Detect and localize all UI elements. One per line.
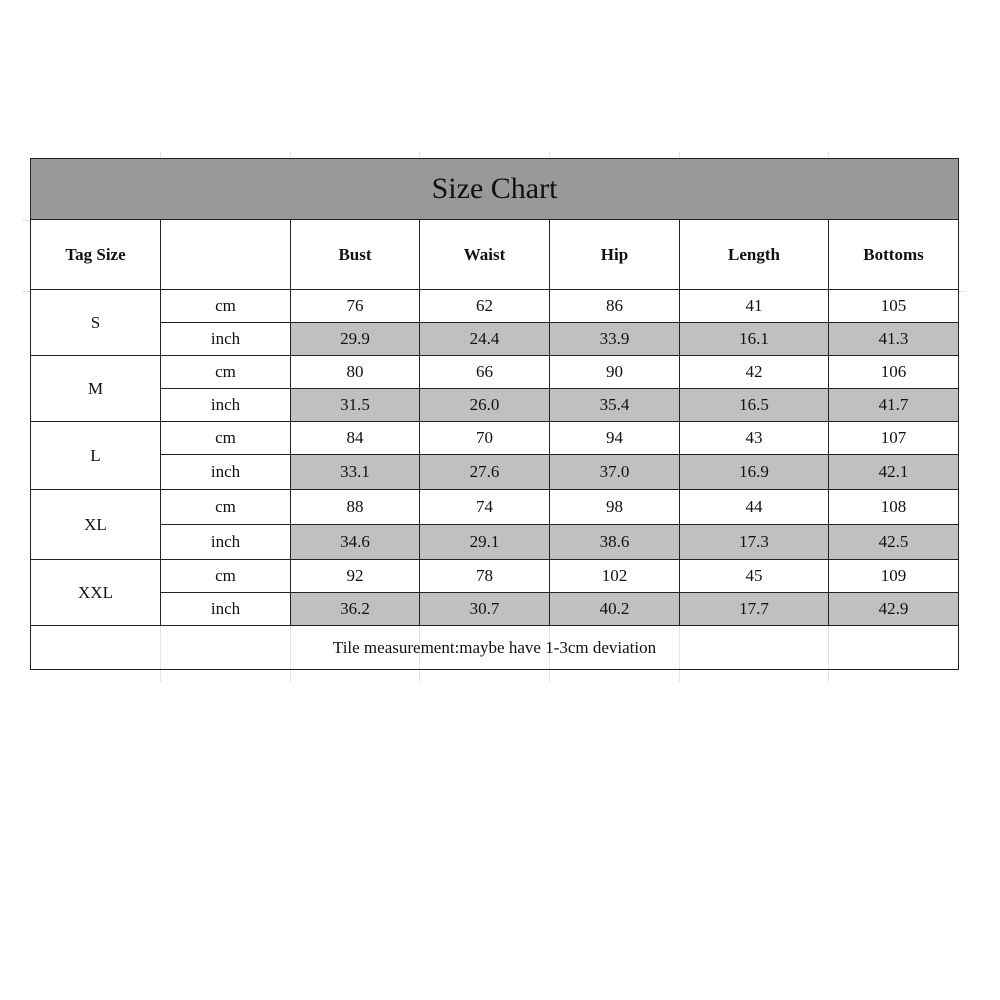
unit-cell: inch: [161, 593, 291, 626]
measurement-note: Tile measurement:maybe have 1-3cm deviation: [31, 626, 959, 670]
gridline: [958, 291, 966, 292]
size-chart-table: [30, 158, 959, 670]
measurement-cell: 42.1: [829, 455, 959, 490]
measurement-cell: 42: [680, 356, 829, 389]
gridline: [22, 291, 30, 292]
measurement-cell: 45: [680, 560, 829, 593]
measurement-cell: 62: [420, 290, 550, 323]
table-row: [31, 356, 959, 389]
title-row: [31, 159, 959, 220]
table-row: [31, 455, 959, 490]
measurement-cell: 24.4: [420, 323, 550, 356]
table-row: [31, 490, 959, 525]
table-row: [31, 593, 959, 626]
note-row: [31, 626, 959, 670]
unit-cell: inch: [161, 389, 291, 422]
table-row: [31, 323, 959, 356]
measurement-cell: 30.7: [420, 593, 550, 626]
measurement-cell: 35.4: [550, 389, 680, 422]
measurement-cell: 74: [420, 490, 550, 525]
measurement-cell: 40.2: [550, 593, 680, 626]
measurement-cell: 76: [291, 290, 420, 323]
measurement-cell: 36.2: [291, 593, 420, 626]
unit-cell: cm: [161, 422, 291, 455]
table-row: [31, 422, 959, 455]
header-bust: Bust: [291, 220, 420, 290]
measurement-cell: 92: [291, 560, 420, 593]
measurement-cell: 108: [829, 490, 959, 525]
gridline: [22, 220, 30, 221]
header-unit: [161, 220, 291, 290]
measurement-cell: 88: [291, 490, 420, 525]
measurement-cell: 29.1: [420, 525, 550, 560]
header-length: Length: [680, 220, 829, 290]
measurement-cell: 109: [829, 560, 959, 593]
measurement-cell: 70: [420, 422, 550, 455]
measurement-cell: 44: [680, 490, 829, 525]
tag-size-cell: M: [31, 356, 161, 422]
header-bottoms: Bottoms: [829, 220, 959, 290]
table-row: [31, 560, 959, 593]
measurement-cell: 33.1: [291, 455, 420, 490]
measurement-cell: 42.9: [829, 593, 959, 626]
measurement-cell: 34.6: [291, 525, 420, 560]
table-row: [31, 290, 959, 323]
measurement-cell: 33.9: [550, 323, 680, 356]
measurement-cell: 86: [550, 290, 680, 323]
measurement-cell: 43: [680, 422, 829, 455]
chart-title: Size Chart: [31, 159, 959, 220]
measurement-cell: 105: [829, 290, 959, 323]
unit-cell: cm: [161, 290, 291, 323]
measurement-cell: 17.3: [680, 525, 829, 560]
measurement-cell: 42.5: [829, 525, 959, 560]
measurement-cell: 84: [291, 422, 420, 455]
unit-cell: inch: [161, 323, 291, 356]
tag-size-cell: S: [31, 290, 161, 356]
header-waist: Waist: [420, 220, 550, 290]
header-hip: Hip: [550, 220, 680, 290]
measurement-cell: 31.5: [291, 389, 420, 422]
measurement-cell: 66: [420, 356, 550, 389]
measurement-cell: 16.5: [680, 389, 829, 422]
tag-size-cell: XL: [31, 490, 161, 560]
measurement-cell: 27.6: [420, 455, 550, 490]
measurement-cell: 41: [680, 290, 829, 323]
measurement-cell: 16.1: [680, 323, 829, 356]
tag-size-cell: L: [31, 422, 161, 490]
size-rows: [31, 290, 959, 626]
measurement-cell: 90: [550, 356, 680, 389]
measurement-cell: 41.3: [829, 323, 959, 356]
measurement-cell: 78: [420, 560, 550, 593]
unit-cell: cm: [161, 356, 291, 389]
unit-cell: inch: [161, 455, 291, 490]
measurement-cell: 98: [550, 490, 680, 525]
table-row: [31, 389, 959, 422]
measurement-cell: 17.7: [680, 593, 829, 626]
measurement-cell: 41.7: [829, 389, 959, 422]
measurement-cell: 37.0: [550, 455, 680, 490]
table-row: [31, 525, 959, 560]
measurement-cell: 26.0: [420, 389, 550, 422]
measurement-cell: 102: [550, 560, 680, 593]
measurement-cell: 38.6: [550, 525, 680, 560]
measurement-cell: 107: [829, 422, 959, 455]
measurement-cell: 94: [550, 422, 680, 455]
header-tag-size: Tag Size: [31, 220, 161, 290]
header-row: [31, 220, 959, 290]
measurement-cell: 106: [829, 356, 959, 389]
tag-size-cell: XXL: [31, 560, 161, 626]
unit-cell: inch: [161, 525, 291, 560]
unit-cell: cm: [161, 560, 291, 593]
measurement-cell: 80: [291, 356, 420, 389]
measurement-cell: 29.9: [291, 323, 420, 356]
unit-cell: cm: [161, 490, 291, 525]
measurement-cell: 16.9: [680, 455, 829, 490]
